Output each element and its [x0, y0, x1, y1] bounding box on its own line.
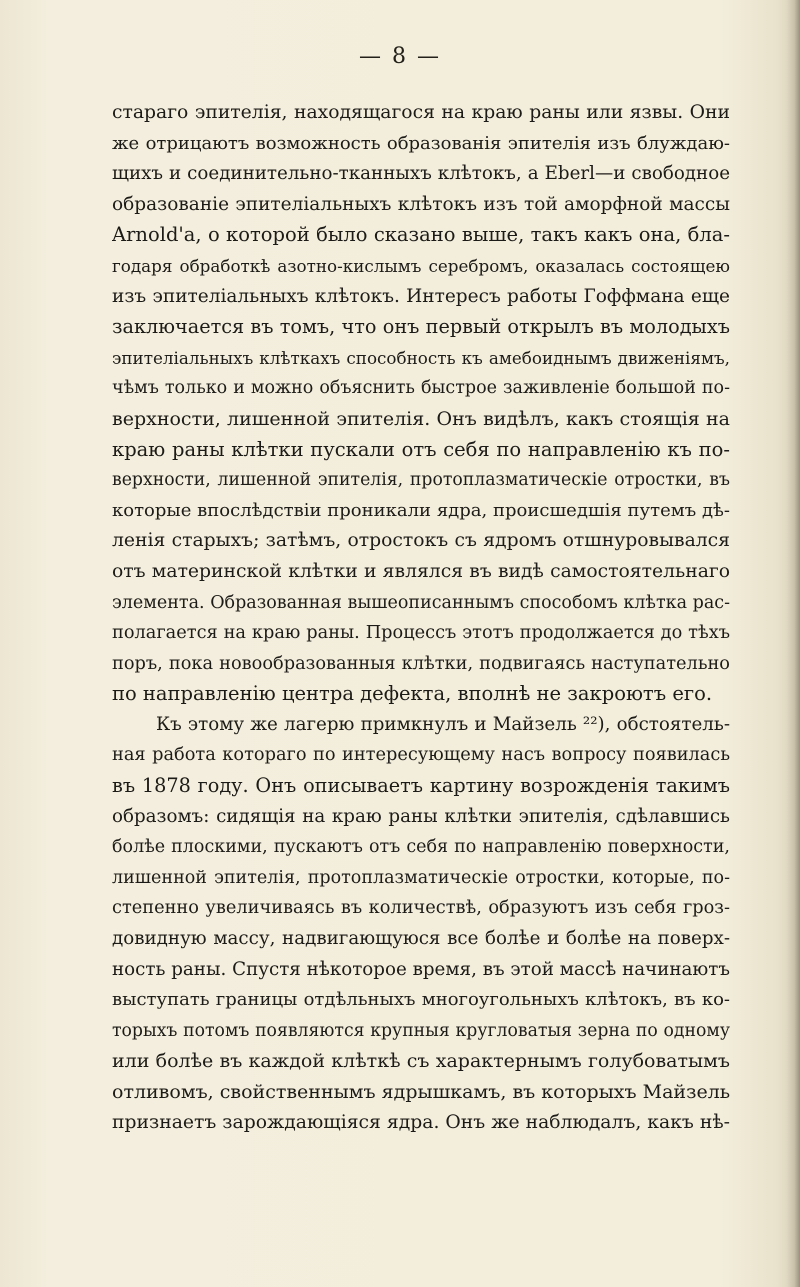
- text-line: чѣмъ только и можно объяснить быстрое заживленіе большой по-: [112, 378, 730, 399]
- text-line: щихъ и соединительно-тканныхъ клѣтокъ, а Eberl—и свободное: [112, 163, 730, 185]
- text-line: или болѣе въ каждой клѣткѣ съ характернымъ голубоватымъ: [112, 1050, 730, 1073]
- text-line: отливомъ, свойственнымъ ядрышкамъ, въ которыхъ Майзель: [112, 1081, 730, 1103]
- text-line: Къ этому же лагерю примкнулъ и Майзель ²²), обстоятель-: [156, 713, 730, 735]
- text-line: заключается въ томъ, что онъ первый открылъ въ молодыхъ: [112, 315, 730, 339]
- page-number: — 8 —: [359, 44, 441, 69]
- text-line: ная работа котораго по интересующему насъ вопросу появилась: [112, 745, 730, 766]
- text-line: по направленію центра дефекта, вполнѣ не закроютъ его.: [112, 682, 713, 706]
- text-line: верхности, лишенной эпителія, протоплазматическіе отростки, въ: [112, 470, 730, 491]
- text-line: элемента. Образованная вышеописаннымъ способомъ клѣтка рас-: [112, 592, 730, 613]
- text-line: довидную массу, надвигающуюся все болѣе и болѣе на поверх-: [112, 928, 730, 950]
- text-line: въ 1878 году. Онъ описываетъ картину возрожденія такимъ: [112, 774, 730, 798]
- text-line: лишенной эпителія, протоплазматическіе отростки, которые, по-: [112, 867, 730, 888]
- text-line: торыхъ потомъ появляются крупныя кругловатыя зерна по одному: [112, 1020, 730, 1041]
- text-line: верхности, лишенной эпителія. Онъ видѣлъ, какъ стоящія на: [112, 407, 730, 430]
- text-line: болѣе плоскими, пускаютъ отъ себя по направленію поверхности,: [112, 837, 730, 858]
- text-line: признаетъ зарождающіяся ядра. Онъ же наблюдалъ, какъ нѣ-: [112, 1111, 730, 1133]
- text-line: степенно увеличиваясь въ количествѣ, образуютъ изъ себя гроз-: [112, 898, 730, 919]
- text-line: стараго эпителія, находящагося на краю раны или язвы. Они: [112, 102, 730, 123]
- text-line: которые впослѣдствіи проникали ядра, происшедшія путемъ дѣ-: [112, 499, 730, 521]
- text-line: эпителіальныхъ клѣткахъ способность къ амебоиднымъ движеніямъ,: [112, 347, 730, 368]
- text-line: выступать границы отдѣльныхъ многоугольныхъ клѣтокъ, въ ко-: [112, 989, 730, 1011]
- text-line: краю раны клѣтки пускали отъ себя по направленію къ по-: [112, 437, 730, 461]
- text-line: ленія старыхъ; затѣмъ, отростокъ съ ядромъ отшнуровывался: [112, 530, 730, 552]
- text-line: образованіе эпителіальныхъ клѣтокъ изъ той аморфной массы: [112, 193, 730, 215]
- text-line: же отрицаютъ возможность образованія эпителія изъ блуждаю-: [112, 132, 730, 154]
- page-edge-shadow: [786, 0, 800, 1287]
- text-line: годаря обработкѣ азотно-кислымъ серебромъ, оказалась состоящею: [112, 255, 730, 276]
- text-line: полагается на краю раны. Процессъ этотъ продолжается до тѣхъ: [112, 623, 730, 644]
- text-line: отъ материнской клѣтки и являлся въ видѣ самостоятельнаго: [112, 560, 730, 582]
- text-line: изъ эпителіальныхъ клѣтокъ. Интересъ работы Гоффмана еще: [112, 285, 730, 307]
- text-line: Arnold'a, о которой было сказано выше, такъ какъ она, бла-: [112, 223, 730, 247]
- text-line: образомъ: сидящія на краю раны клѣтки эпителія, сдѣлавшись: [112, 805, 730, 827]
- body-text: [112, 98, 730, 1138]
- text-line: поръ, пока новообразованныя клѣтки, подвигаясь наступательно: [112, 653, 730, 674]
- text-line: ность раны. Спустя нѣкоторое время, въ этой массѣ начинаютъ: [112, 958, 730, 980]
